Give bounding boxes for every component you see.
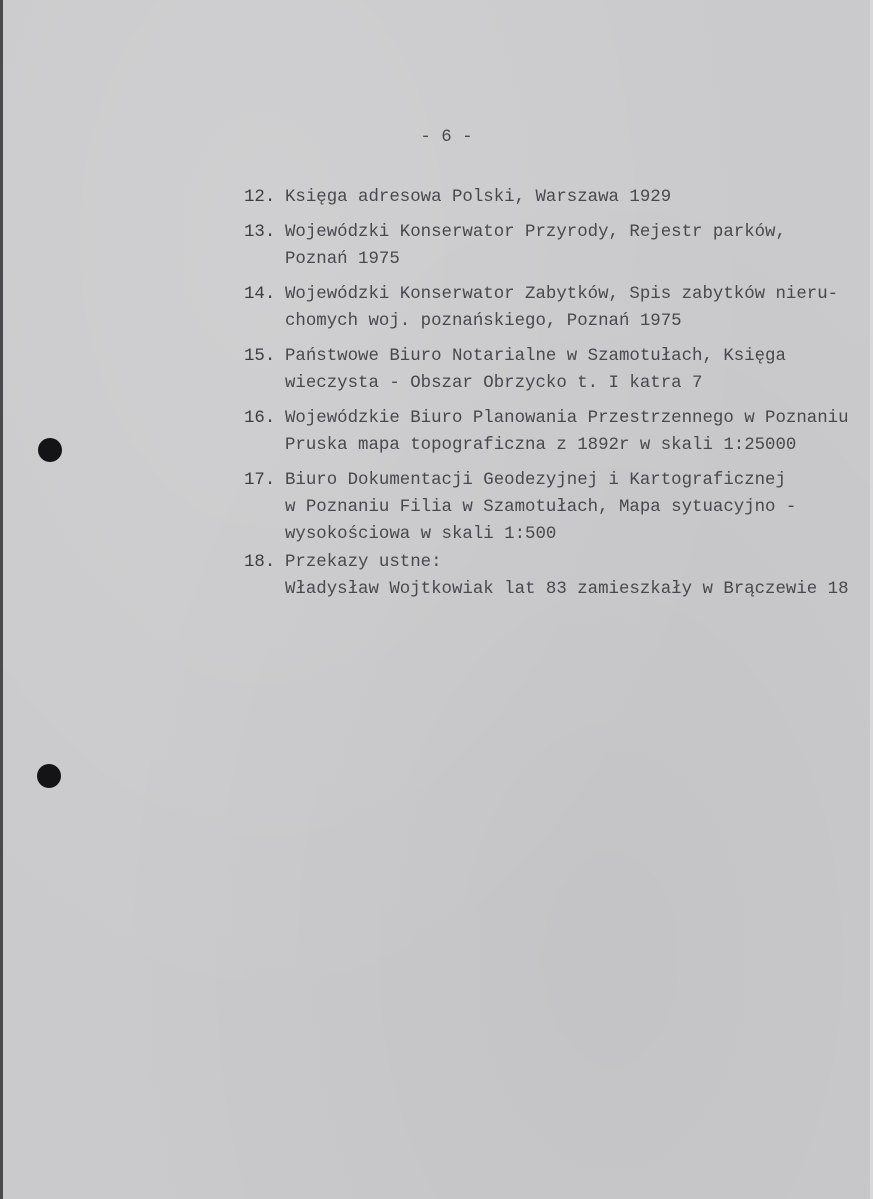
reference-text-line: Księga adresowa Polski, Warszawa 1929 (285, 188, 672, 207)
punch-hole-bottom (37, 764, 61, 788)
reference-text-line: Biuro Dokumentacji Geodezyjnej i Kartograficznej (285, 471, 786, 490)
reference-number: 15. (244, 347, 276, 366)
reference-text-line: Wojewódzki Konserwator Zabytków, Spis zabytków nieru- (285, 285, 839, 304)
reference-item-15 (244, 343, 849, 397)
reference-text-line: Pruska mapa topograficzna z 1892r w skali 1:25000 (285, 436, 797, 455)
reference-list (244, 184, 849, 611)
reference-number: 18. (244, 553, 276, 572)
reference-number: 17. (244, 471, 276, 490)
reference-text-line: wieczysta - Obszar Obrzycko t. I katra 7 (285, 374, 703, 393)
page-number: - 6 - (420, 128, 473, 147)
reference-text-line: Wojewódzkie Biuro Planowania Przestrzennego w Poznaniu (285, 409, 849, 428)
reference-text-line: Poznań 1975 (285, 250, 400, 269)
reference-text-line: chomych woj. poznańskiego, Poznań 1975 (285, 312, 682, 331)
reference-item-12 (244, 184, 849, 211)
reference-item-16 (244, 405, 849, 459)
reference-number: 13. (244, 223, 276, 242)
reference-text-line: Państwowe Biuro Notarialne w Szamotułach, Księga (285, 347, 786, 366)
reference-item-18 (244, 549, 849, 603)
reference-item-13 (244, 219, 849, 273)
reference-text-line: Wojewódzki Konserwator Przyrody, Rejestr parków, (285, 223, 786, 242)
scan-edge-left (0, 0, 3, 1199)
reference-item-17 (244, 467, 849, 548)
reference-number: 14. (244, 285, 276, 304)
reference-text-line: w Poznaniu Filia w Szamotułach, Mapa sytuacyjno - (285, 498, 797, 517)
reference-number: 12. (244, 188, 276, 207)
reference-number: 16. (244, 409, 276, 428)
punch-hole-top (38, 438, 62, 462)
reference-text-line: Przekazy ustne: (285, 553, 442, 572)
reference-text-line: wysokościowa w skali 1:500 (285, 525, 557, 544)
reference-item-14 (244, 281, 849, 335)
reference-text-line: Władysław Wojtkowiak lat 83 zamieszkały w Brączewie 18 (285, 580, 849, 599)
